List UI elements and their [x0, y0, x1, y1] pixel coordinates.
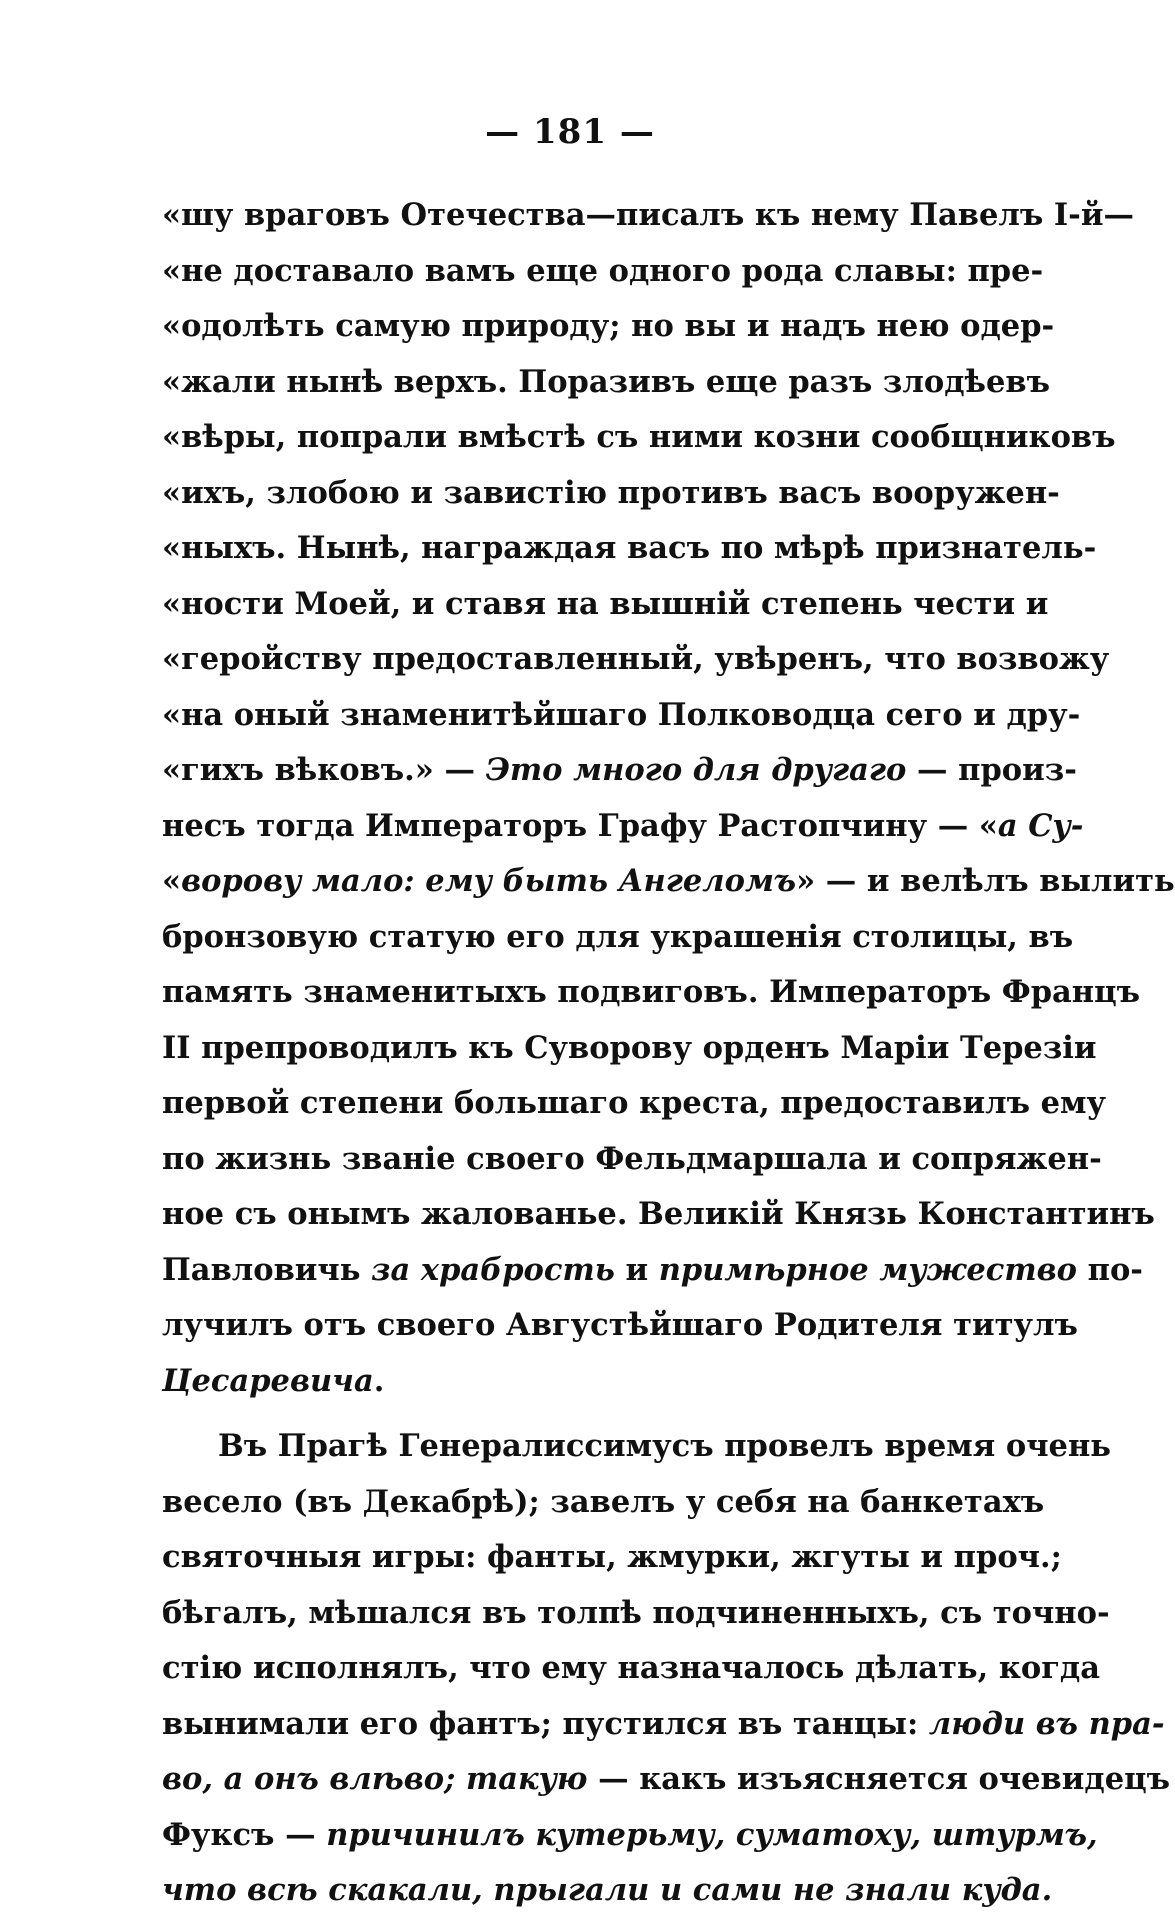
text-line: во, а онъ влѣво; такую — какъ изъясняется очевидецъ — [162, 1761, 1171, 1797]
italic-text: Это много для другаго — [485, 752, 907, 788]
text-line: память знаменитыхъ подвиговъ. Императоръ Францъ — [162, 974, 1141, 1010]
text-line: святочныя игры: фанты, жмурки, жгуты и проч.; — [162, 1539, 1062, 1575]
text-line: бронзовую статую его для украшенія столицы, въ — [162, 918, 1074, 955]
text-line: по жизнь званіе своего Фельдмаршала и сопряжен- — [162, 1140, 1102, 1177]
text-line: «гихъ вѣковъ.» — Это много для другаго — произ- — [162, 752, 1077, 788]
text-line: «вѣры, попрали вмѣстѣ съ ними козни сообщниковъ — [162, 419, 1116, 455]
text-line: «на оный знаменитѣйшаго Полководца сего и дру- — [162, 696, 1081, 733]
italic-text: что всѣ скакали, прыгали и сами не знали куда. — [162, 1872, 1053, 1908]
italic-text: за храбрость — [371, 1251, 615, 1288]
text-line: стію исполнялъ, что ему назначалось дѣлать, когда — [162, 1650, 1101, 1686]
text-line: Въ Прагѣ Генералиссимусъ провелъ время очень — [218, 1428, 1111, 1464]
body-text — [162, 188, 1175, 1919]
text-line: вынимали его фантъ; пустился въ танцы: люди въ пра- — [162, 1705, 1165, 1742]
text-line: лучилъ отъ своего Августѣйшаго Родителя титулъ — [162, 1307, 1078, 1343]
text-line: «ныхъ. Нынѣ, награждая васъ по мѣрѣ признатель- — [162, 530, 1097, 566]
italic-text: причинилъ кутерьму, суматоху, штурмъ, — [326, 1816, 1098, 1853]
italic-text: люди въ пра- — [928, 1705, 1165, 1742]
text-line: «шу враговъ Отечества—писалъ къ нему Павелъ I-й— — [162, 197, 1134, 233]
page-number: — 181 — — [485, 112, 655, 152]
text-line: «ихъ, злобою и завистію противъ васъ вооружен- — [162, 474, 1060, 511]
text-line: Павловичь за храбрость и примѣрное мужество по- — [162, 1251, 1143, 1288]
text-line: «жали нынѣ верхъ. Поразивъ еще разъ злодѣевъ — [162, 363, 1050, 400]
italic-text: во, а онъ влѣво; такую — [162, 1761, 588, 1797]
paragraph-2 — [162, 1419, 1171, 1919]
text-line: Цесаревича. — [162, 1362, 385, 1399]
text-line: «ворову мало: ему быть Ангеломъ» — и велѣлъ вылить — [162, 863, 1175, 899]
italic-text: примѣрное мужество — [658, 1251, 1078, 1288]
text-line — [162, 1863, 1053, 1919]
paragraph-1 — [162, 188, 1175, 1409]
italic-text: Цесаревича — [162, 1362, 374, 1399]
text-line: «геройству предоставленный, увѣренъ, что возвожу — [162, 641, 1110, 677]
text-line: «ности Моей, и ставя на вышній степень чести и — [162, 585, 1049, 622]
italic-text: ворову мало: ему быть Ангеломъ — [181, 863, 797, 899]
text-line: бѣгалъ, мѣшался въ толпѣ подчиненныхъ, съ точно- — [162, 1594, 1110, 1631]
italic-text: а Су- — [997, 807, 1084, 844]
text-line: ное съ онымъ жалованье. Великій Князь Константинъ — [162, 1196, 1155, 1232]
text-line: несъ тогда Императоръ Графу Растопчину — «а Су- — [162, 807, 1084, 844]
text-line: «одолѣть самую природу; но вы и надъ нею одер- — [162, 308, 1055, 344]
text-line: «не доставало вамъ еще одного рода славы: пре- — [162, 252, 1044, 289]
text-line: II препроводилъ къ Суворову орденъ Маріи Терезіи — [162, 1029, 1097, 1066]
text-line: Фуксъ — причинилъ кутерьму, суматоху, штурмъ, — [162, 1816, 1098, 1853]
text-line: весело (въ Декабрѣ); завелъ у себя на банкетахъ — [162, 1483, 1045, 1520]
text-line: первой степени большаго креста, предоставилъ ему — [162, 1085, 1107, 1121]
